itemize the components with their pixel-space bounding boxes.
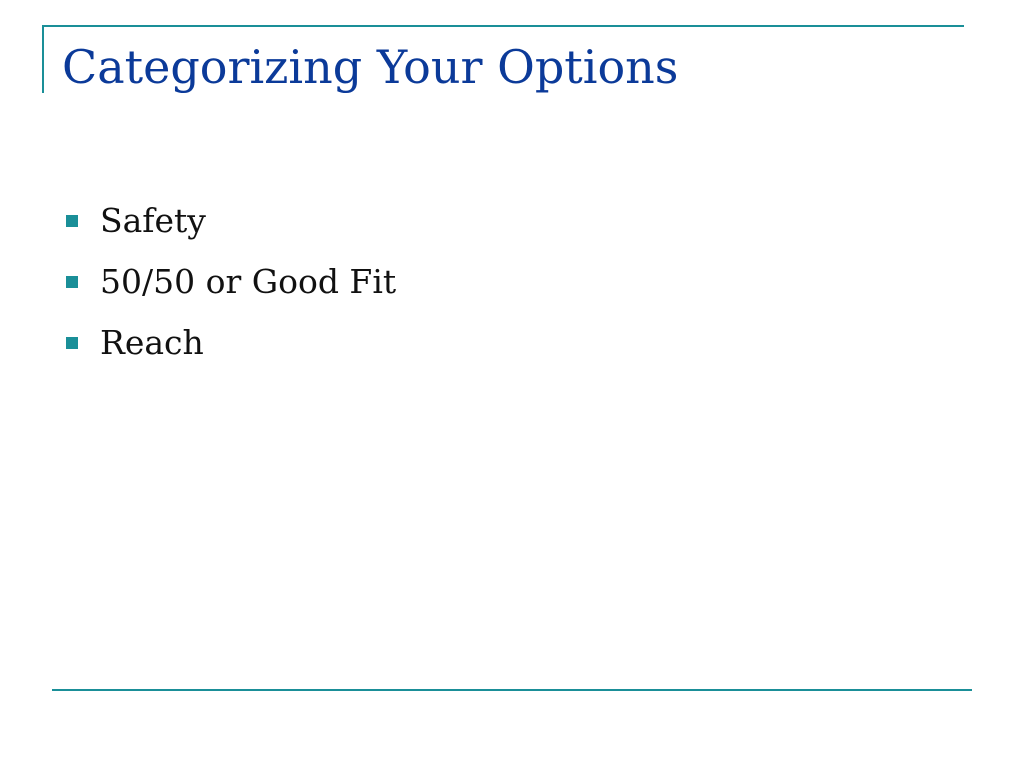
bullet-text: 50/50 or Good Fit [100, 262, 397, 301]
frame-bottom-rule [52, 689, 972, 691]
square-bullet-icon [66, 215, 78, 227]
bullet-item-good-fit [66, 251, 396, 312]
bullet-text: Safety [100, 201, 206, 240]
slide-title: Categorizing Your Options [62, 40, 679, 94]
frame-left-rule [42, 25, 44, 93]
square-bullet-icon [66, 276, 78, 288]
bullet-item-reach [66, 312, 396, 373]
bullet-list [66, 190, 396, 373]
bullet-text: Reach [100, 323, 204, 362]
frame-top-rule [42, 25, 964, 27]
square-bullet-icon [66, 337, 78, 349]
bullet-item-safety [66, 190, 396, 251]
